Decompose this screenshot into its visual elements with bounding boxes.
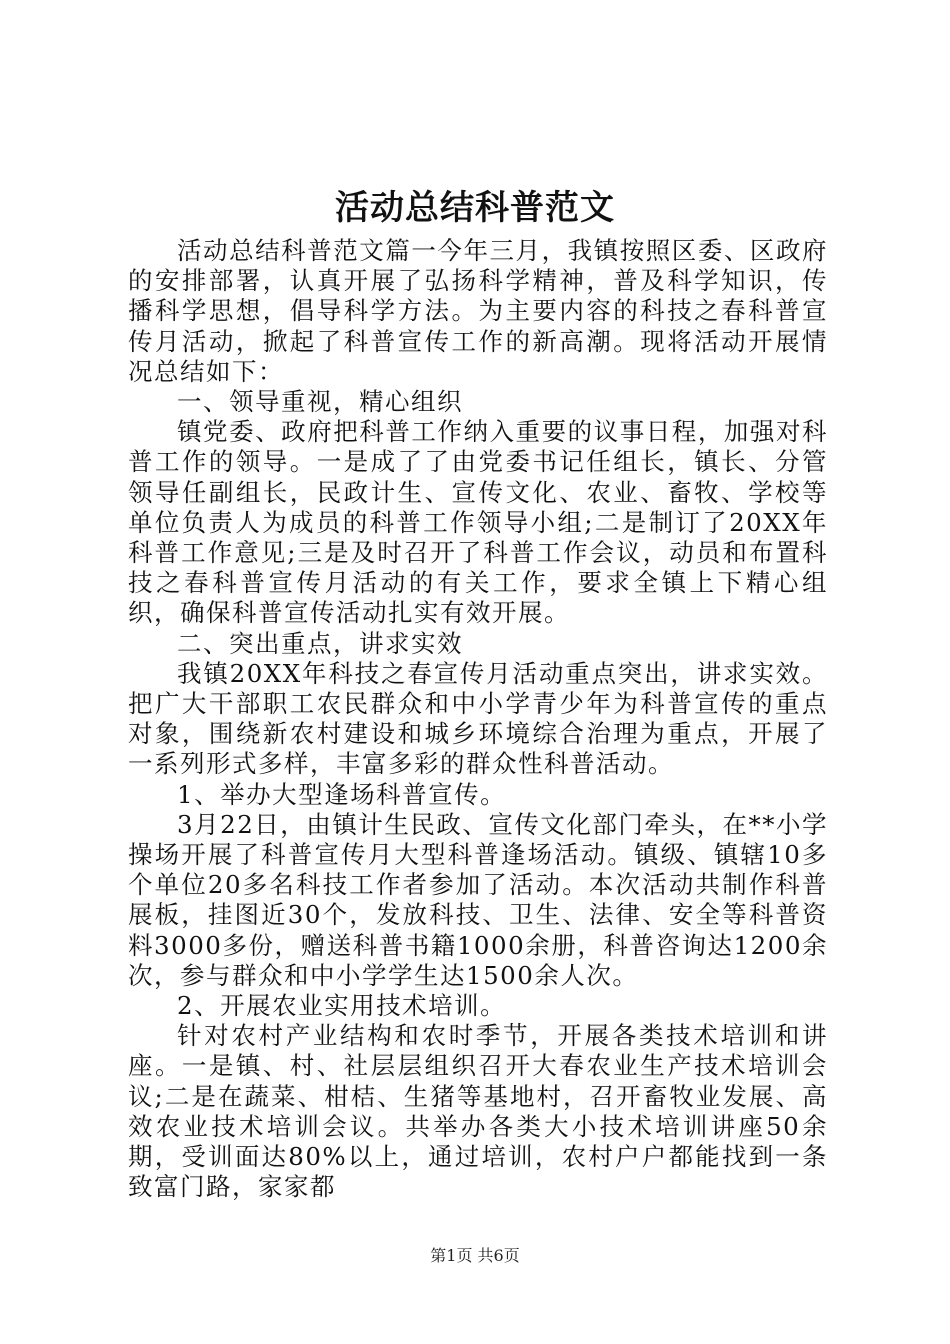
subsection-heading-1: 1、举办大型逢场科普宣传。 — [177, 779, 507, 809]
page-number-footer: 第1页 共6页 — [430, 1246, 520, 1265]
paragraph-intro: 活动总结科普范文篇一今年三月，我镇按照区委、区政府的安排部署，认真开展了弘扬科学精神，普及科学知识，传播科学思想，倡导科学方法。为主要内容的科技之春科普宣传月活动，掀起了科普宣传工作的新高潮。现将活动开展情况总结如下： — [128, 236, 828, 386]
section-heading-1: 一、领导重视，精心组织 — [177, 387, 463, 417]
section-heading-2: 二、突出重点，讲求实效 — [177, 628, 463, 658]
paragraph-focus: 我镇20XX年科技之春宣传月活动重点突出，讲求实效。把广大干部职工农民群众和中小学青少年为科普宣传的重点对象，围绕新农村建设和城乡环境综合治理为重点，开展了一系列形式多样，丰富多彩的群众性科普活动。 — [128, 658, 828, 779]
document-title: 活动总结科普范文 — [335, 188, 615, 228]
subsection-heading-2: 2、开展农业实用技术培训。 — [177, 991, 507, 1021]
paragraph-training: 针对农村产业结构和农时季节，开展各类技术培训和讲座。一是镇、村、社层层组织召开大春农业生产技术培训会议;二是在蔬菜、柑桔、生猪等基地村，召开畜牧业发展、高效农业技术培训会议。共举办各类大小技术培训讲座50余期，受训面达80%以上，通过培训，农村户户都能找到一条致富门路，家家都 — [128, 1021, 828, 1202]
paragraph-fair: 3月22日，由镇计生民政、宣传文化部门牵头，在**小学操场开展了科普宣传月大型科普逢场活动。镇级、镇辖10多个单位20多名科技工作者参加了活动。本次活动共制作科普展板，挂图近30个，发放科技、卫生、法律、安全等科普资料3000多份，赠送科普书籍1000余册，科普咨询达1200余次，参与群众和中小学学生达1500余人次。 — [128, 809, 828, 990]
document-body — [128, 236, 828, 1203]
paragraph-leadership: 镇党委、政府把科普工作纳入重要的议事日程，加强对科普工作的领导。一是成了了由党委书记任组长，镇长、分管领导任副组长，民政计生、宣传文化、农业、畜牧、学校等单位负责人为成员的科普工作领导小组;二是制订了20XX年科普工作意见;三是及时召开了科普工作会议，动员和布置科技之春科普宣传月活动的有关工作，要求全镇上下精心组织，确保科普宣传活动扎实有效开展。 — [128, 417, 828, 628]
